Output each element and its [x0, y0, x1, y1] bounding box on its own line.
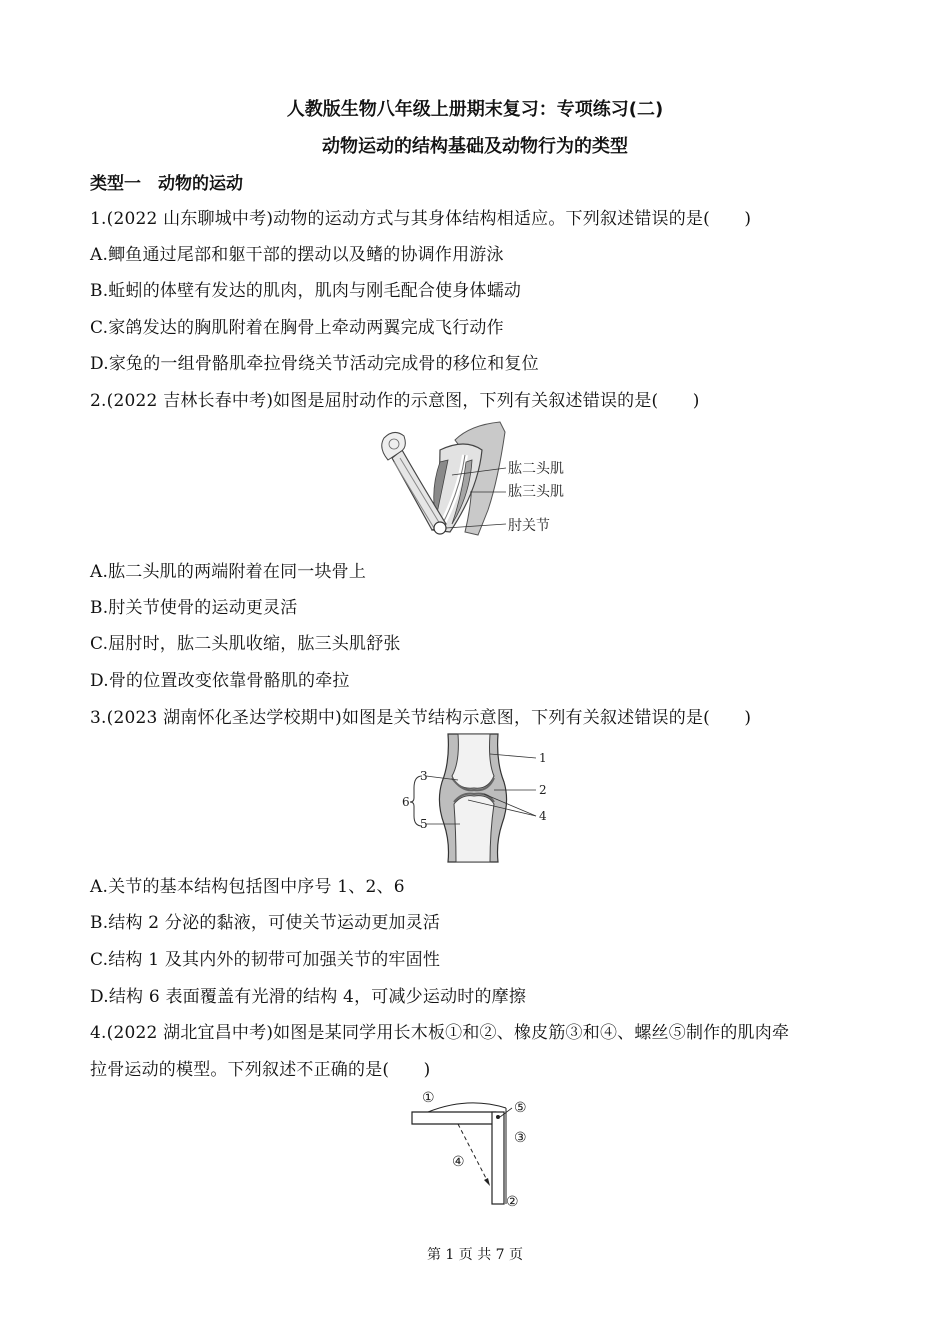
label-board-2: ②	[506, 1194, 519, 1210]
label-band-3: ③	[514, 1130, 527, 1146]
question-4-stem-line1: 4.(2022 湖北宜昌中考)如图是某同学用长木板①和②、橡皮筋③和④、螺丝⑤制作的肌肉牵	[90, 1023, 790, 1043]
muscle-bone-model-figure	[408, 1086, 538, 1214]
label-3: 3	[420, 769, 428, 783]
question-3-option-c: C.结构 1 及其内外的韧带可加强关节的牢固性	[90, 950, 441, 970]
question-1-option-b: B.蚯蚓的体壁有发达的肌肉，肌肉与刚毛配合使身体蠕动	[90, 281, 522, 301]
label-band-4: ④	[452, 1154, 465, 1170]
label-screw-5: ⑤	[514, 1100, 527, 1116]
elbow-flexion-figure	[370, 420, 590, 545]
question-4-stem-line2: 拉骨运动的模型。下列叙述不正确的是( )	[90, 1060, 431, 1080]
question-1-stem: 1.(2022 山东聊城中考)动物的运动方式与其身体结构相适应。下列叙述错误的是( )	[90, 209, 752, 229]
question-1-option-a: A.鲫鱼通过尾部和躯干部的摆动以及鳍的协调作用游泳	[90, 245, 504, 265]
question-3-stem: 3.(2023 湖南怀化圣达学校期中)如图是关节结构示意图，下列有关叙述错误的是( )	[90, 708, 752, 728]
question-1-option-c: C.家鸽发达的胸肌附着在胸骨上牵动两翼完成飞行动作	[90, 318, 504, 338]
section-heading: 类型一 动物的运动	[90, 174, 243, 194]
question-2-stem: 2.(2022 吉林长春中考)如图是屈肘动作的示意图，下列有关叙述错误的是( )	[90, 391, 700, 411]
question-3-option-a: A.关节的基本结构包括图中序号 1、2、6	[90, 877, 405, 897]
question-1-option-d: D.家兔的一组骨骼肌牵拉骨绕关节活动完成骨的移位和复位	[90, 354, 539, 374]
question-3-option-b: B.结构 2 分泌的黏液，可使关节运动更加灵活	[90, 913, 441, 933]
label-4: 4	[539, 809, 547, 823]
label-6: 6	[402, 795, 410, 809]
page-title: 人教版生物八年级上册期末复习：专项练习(二)	[286, 99, 664, 120]
page-footer: 第 1 页 共 7 页	[426, 1247, 524, 1263]
page-subtitle: 动物运动的结构基础及动物行为的类型	[322, 136, 628, 157]
label-5: 5	[420, 817, 428, 831]
question-3-option-d: D.结构 6 表面覆盖有光滑的结构 4，可减少运动时的摩擦	[90, 987, 527, 1007]
label-triceps: 肱三头肌	[508, 484, 564, 500]
label-1: 1	[539, 751, 547, 765]
label-board-1: ①	[422, 1090, 435, 1106]
question-2-option-b: B.肘关节使骨的运动更灵活	[90, 598, 298, 618]
label-2: 2	[539, 783, 547, 797]
label-biceps: 肱二头肌	[508, 461, 564, 477]
question-2-option-c: C.屈肘时，肱二头肌收缩，肱三头肌舒张	[90, 634, 401, 654]
joint-structure-figure	[398, 732, 558, 864]
label-elbow-joint: 肘关节	[508, 518, 550, 534]
question-2-option-a: A.肱二头肌的两端附着在同一块骨上	[90, 562, 367, 582]
question-2-option-d: D.骨的位置改变依靠骨骼肌的牵拉	[90, 671, 350, 691]
